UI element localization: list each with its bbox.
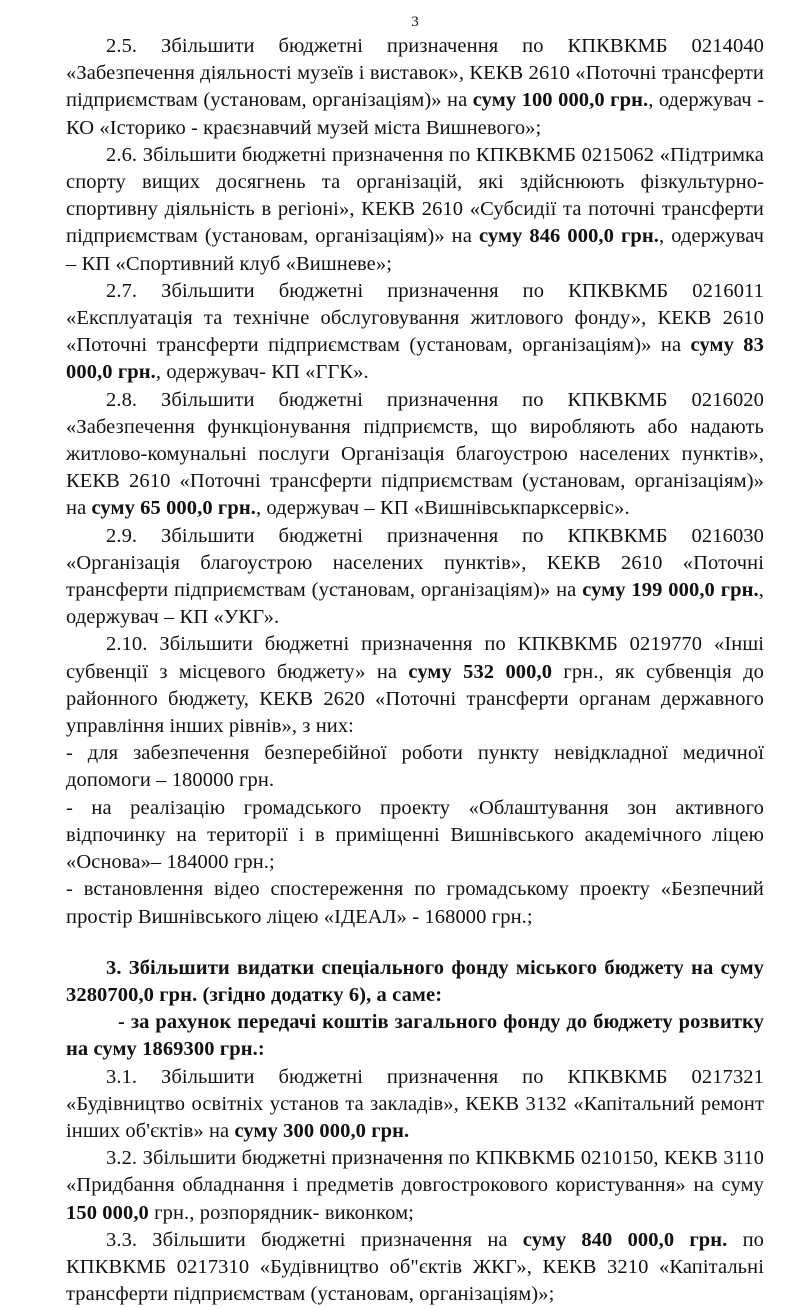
paragraph-2-9: [66, 523, 764, 632]
amount-bold: суму 300 000,0 грн.: [234, 1119, 410, 1142]
paragraph-3-2: [66, 1145, 764, 1227]
amount-bold: суму 846 000,0 грн.: [478, 225, 660, 248]
paragraph-2-7: [66, 278, 764, 387]
paragraph-text: грн., розпорядник- виконком;: [148, 1201, 414, 1224]
paragraph-text: 3.3. Збільшити бюджетні призначення на: [106, 1228, 523, 1251]
sub-item: - на реалізацію громадського проекту «Облаштування зон активного відпочинку на території і в приміщенні Вишнівського академічного ліцею «Основа»– 184000 грн.;: [66, 796, 764, 874]
paragraph-text: , одержувач- КП «ГГК».: [155, 361, 369, 384]
paragraph-3-3: [66, 1227, 764, 1308]
paragraph-text: , одержувач – КП «Вишнівськпарксервіс».: [255, 497, 630, 520]
paragraph-text: 2.8. Збільшити бюджетні призначення по КПКВКМБ 0216020 «Забезпечення функціонування підприємств, що виробляють або надають житлово-комунальні послуги Організація благоустрою населених пунктів», КЕКВ 2610 «Поточні трансферти підприємствам (установам, організаціям)» на: [66, 388, 764, 520]
page-number: 3: [411, 14, 419, 30]
paragraph-text: 3.1. Збільшити бюджетні призначення по КПКВКМБ 0217321 «Будівництво освітніх установ та закладів», КЕКВ 3132 «Капітальний ремонт інших об'єктів» на: [66, 1065, 764, 1142]
paragraph-text: грн., як субвенція до районного бюджету, КЕКВ 2620 «Поточні трансферти органам державного управління інших рівнів», з них:: [66, 660, 764, 738]
amount-bold: суму 65 000,0 грн.: [91, 497, 256, 520]
section-3-heading: 3. Збільшити видатки спеціального фонду міського бюджету на суму 3280700,0 грн. (згідно додатку 6), а саме:: [66, 956, 764, 1006]
amount-bold: суму 199 000,0 грн.: [582, 579, 759, 602]
amount-bold: суму 83 000,0 грн.: [66, 334, 764, 384]
paragraph-text: по КПКВКМБ 0217310 «Будівництво об"єктів ЖКГ», КЕКВ 3210 «Капітальні трансферти підприємствам (установам, організаціям)»;: [66, 1228, 764, 1306]
paragraph-text: 2.5. Збільшити бюджетні призначення по КПКВКМБ 0214040 «Забезпечення діяльності музеїв і виставок», КЕКВ 2610 «Поточні трансферти підприємствам (установам, організаціям)» на: [66, 35, 764, 112]
paragraph-text: 3.2. Збільшити бюджетні призначення по КПКВКМБ 0210150, КЕКВ 3110 «Придбання обладнання і предметів довгострокового користування» на суму: [66, 1147, 764, 1197]
amount-bold: суму 100 000,0 грн.: [472, 89, 649, 112]
section-3-subheading: - за рахунок передачі коштів загального фонду до бюджету розвитку на суму 1869300 грн.:: [66, 1011, 764, 1061]
paragraph-text: , одержувач - КО «Історико - краєзнавчий музей міста Вишневого»;: [66, 89, 764, 139]
paragraph-2-6: [66, 142, 764, 278]
sub-item: - встановлення відео спостереження по громадському проекту «Безпечний простір Вишнівського ліцею «ІДЕАЛ» - 168000 грн.;: [66, 878, 764, 928]
paragraph-text: , одержувач – КП «УКГ».: [66, 579, 764, 629]
paragraph-2-8: [66, 387, 764, 523]
paragraph-text: , одержувач – КП «Спортивний клуб «Вишневе»;: [66, 225, 764, 275]
paragraph-text: 2.7. Збільшити бюджетні призначення по КПКВКМБ 0216011 «Експлуатація та технічне обслуговування житлового фонду», КЕКВ 2610 «Поточні трансферти підприємствам (установам, організаціям)» на: [66, 279, 764, 357]
amount-bold: суму 532 000,0: [408, 660, 553, 683]
paragraph-text: 2.10. Збільшити бюджетні призначення по КПКВКМБ 0219770 «Інші субвенції з місцевого бюджету» на: [66, 633, 764, 683]
paragraph-text: 2.6. Збільшити бюджетні призначення по КПКВКМБ 0215062 «Підтримка спорту вищих досягнень та організацій, які здійснюють фізкультурно-спортивну діяльність в регіоні», КЕКВ 2610 «Субсидії та поточні трансферти підприємствам (установам, організаціям)» на: [66, 143, 764, 248]
sub-item: - для забезпечення безперебійної роботи пункту невідкладної медичної допомоги – 180000 грн.: [66, 742, 764, 792]
paragraph-text: 2.9. Збільшити бюджетні призначення по КПКВКМБ 0216030 «Організація благоустрою населених пунктів», КЕКВ 2610 «Поточні трансферти підприємствам (установам, організаціям)» на: [66, 524, 764, 602]
amount-bold: суму 840 000,0 грн.: [522, 1228, 728, 1251]
paragraph-2-5: [66, 33, 764, 142]
paragraph-2-10: [66, 631, 764, 740]
paragraph-3-1: [66, 1064, 764, 1146]
amount-bold: 150 000,0: [66, 1201, 149, 1224]
